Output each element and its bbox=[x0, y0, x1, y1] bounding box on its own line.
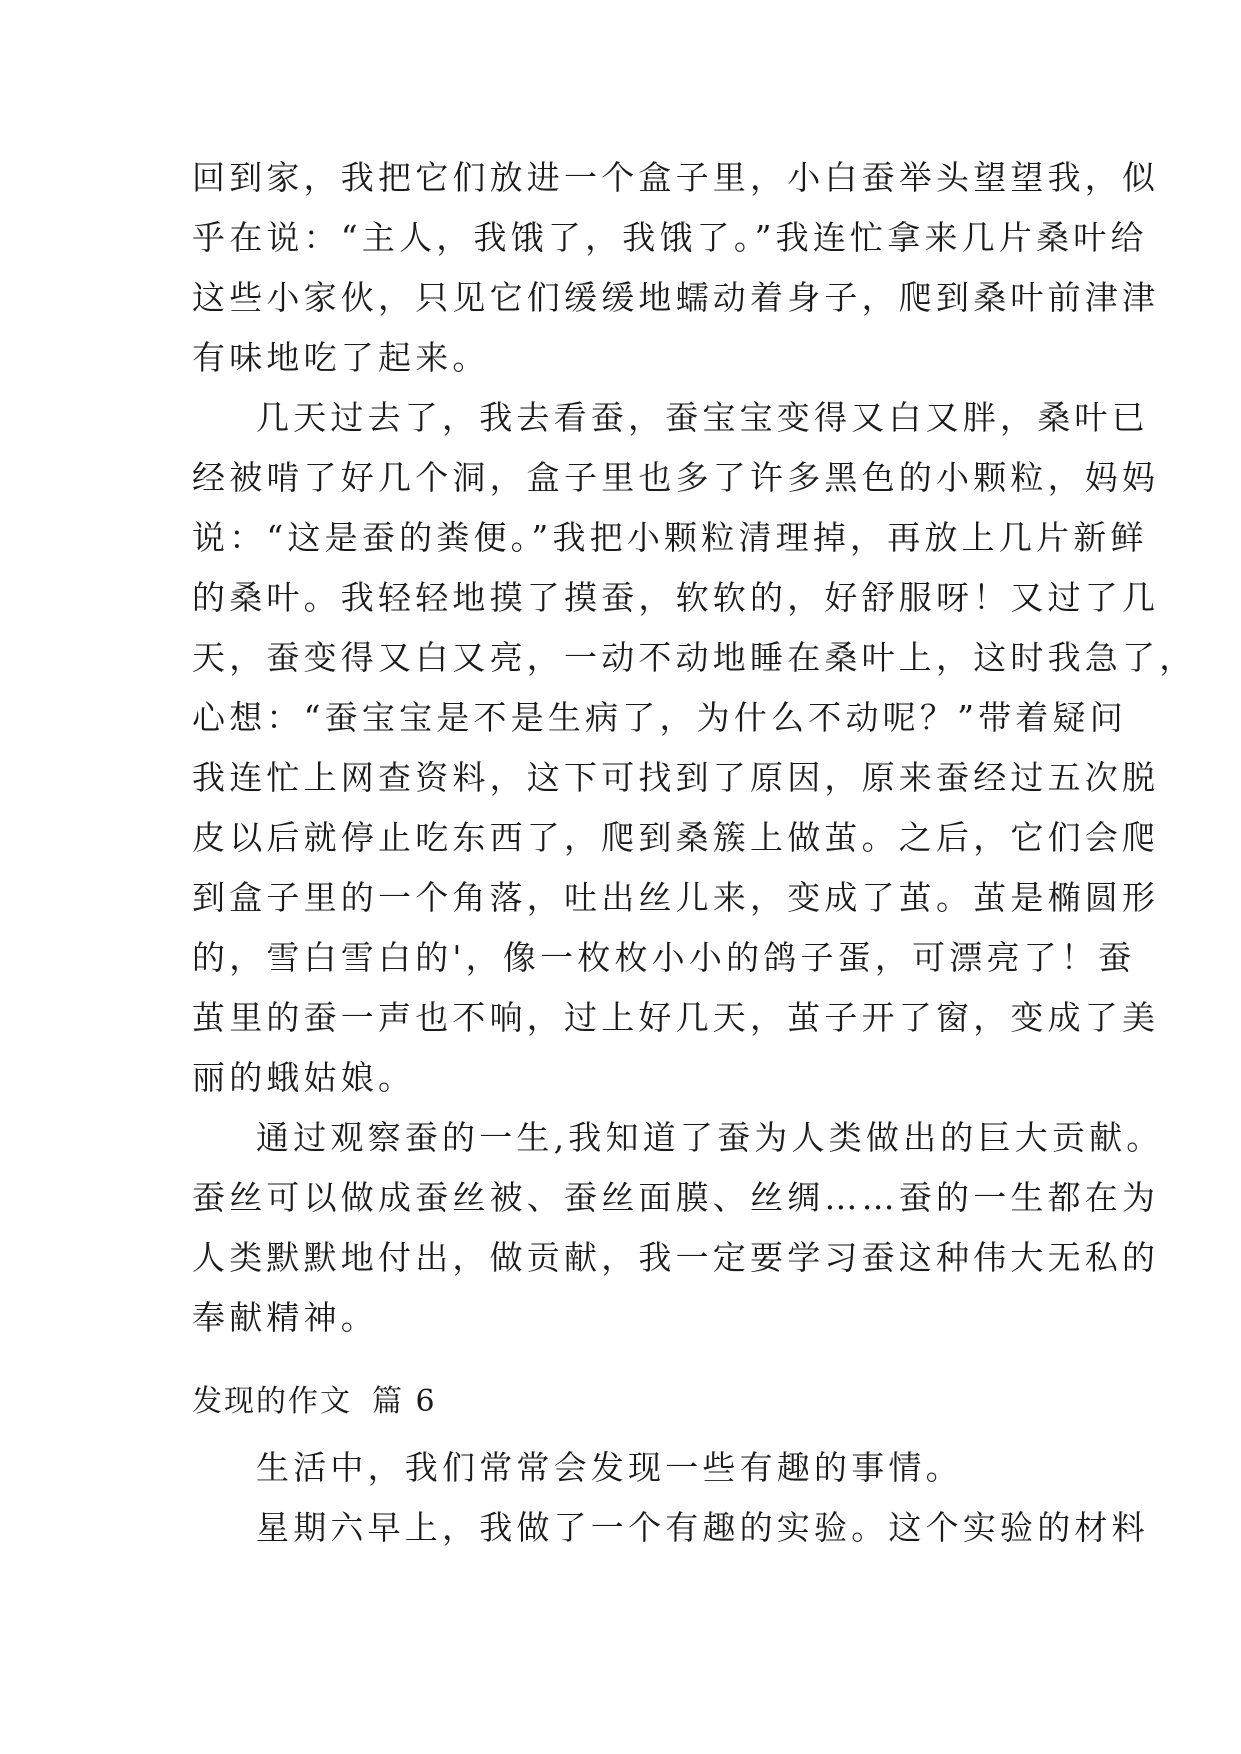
text-line: 到盒子里的一个角落，吐出丝儿来，变成了茧。茧是椭圆形 bbox=[192, 878, 1160, 917]
section-number: 篇 6 bbox=[372, 1384, 437, 1419]
paragraph-silkworm-conclusion bbox=[192, 1108, 1164, 1348]
text-line: 蚕丝可以做成蚕丝被、蚕丝面膜、丝绸……蚕的一生都在为 bbox=[192, 1178, 1160, 1217]
text-line: 皮以后就停止吃东西了，爬到桑簇上做茧。之后，它们会爬 bbox=[192, 818, 1160, 857]
text-line: 生活中，我们常常会发现一些有趣的事情。 bbox=[256, 1448, 963, 1487]
text-line: 茧里的蚕一声也不响，过上好几天，茧子开了窗，变成了美 bbox=[192, 998, 1160, 1037]
paragraph-life-discovery bbox=[192, 1438, 1054, 1498]
paragraph-experiment bbox=[192, 1498, 1149, 1558]
text-line: 星期六早上，我做了一个有趣的实验。这个实验的材料 bbox=[256, 1508, 1149, 1547]
section-title: 发现的作文 bbox=[192, 1384, 352, 1419]
section-heading bbox=[192, 1380, 437, 1424]
text-line: 我连忙上网查资料，这下可找到了原因，原来蚕经过五次脱 bbox=[192, 758, 1160, 797]
text-line: 有味地吃了起来。 bbox=[192, 338, 490, 377]
paragraph-silkworm-growth bbox=[192, 388, 1197, 1108]
text-line: 的，雪白雪白的'，像一枚枚小小的鸽子蛋，可漂亮了！蚕 bbox=[192, 938, 1136, 977]
text-line: 回到家，我把它们放进一个盒子里，小白蚕举头望望我，似 bbox=[192, 158, 1160, 197]
text-line: 奉献精神。 bbox=[192, 1298, 378, 1337]
paragraph-silkworm-home bbox=[192, 148, 1160, 388]
text-line: 丽的蛾姑娘。 bbox=[192, 1058, 416, 1097]
text-line: 经被啃了好几个洞，盒子里也多了许多黑色的小颗粒，妈妈 bbox=[192, 458, 1160, 497]
text-line: 说：“这是蚕的粪便。”我把小颗粒清理掉，再放上几片新鲜 bbox=[192, 518, 1148, 557]
text-line: 几天过去了，我去看蚕，蚕宝宝变得又白又胖，桑叶已 bbox=[256, 398, 1149, 437]
text-line: 人类默默地付出，做贡献，我一定要学习蚕这种伟大无私的 bbox=[192, 1238, 1160, 1277]
text-line: 心想：“蚕宝宝是不是生病了，为什么不动呢？”带着疑问 bbox=[192, 698, 1127, 737]
text-line: 乎在说：“主人，我饿了，我饿了。”我连忙拿来几片桑叶给 bbox=[192, 218, 1148, 257]
text-line: 天，蚕变得又白又亮，一动不动地睡在桑叶上，这时我急了， bbox=[192, 638, 1197, 677]
text-line: 这些小家伙，只见它们缓缓地蠕动着身子，爬到桑叶前津津 bbox=[192, 278, 1160, 317]
text-line: 通过观察蚕的一生,我知道了蚕为人类做出的巨大贡献。 bbox=[256, 1118, 1164, 1157]
text-line: 的桑叶。我轻轻地摸了摸蚕，软软的，好舒服呀！又过了几 bbox=[192, 578, 1160, 617]
